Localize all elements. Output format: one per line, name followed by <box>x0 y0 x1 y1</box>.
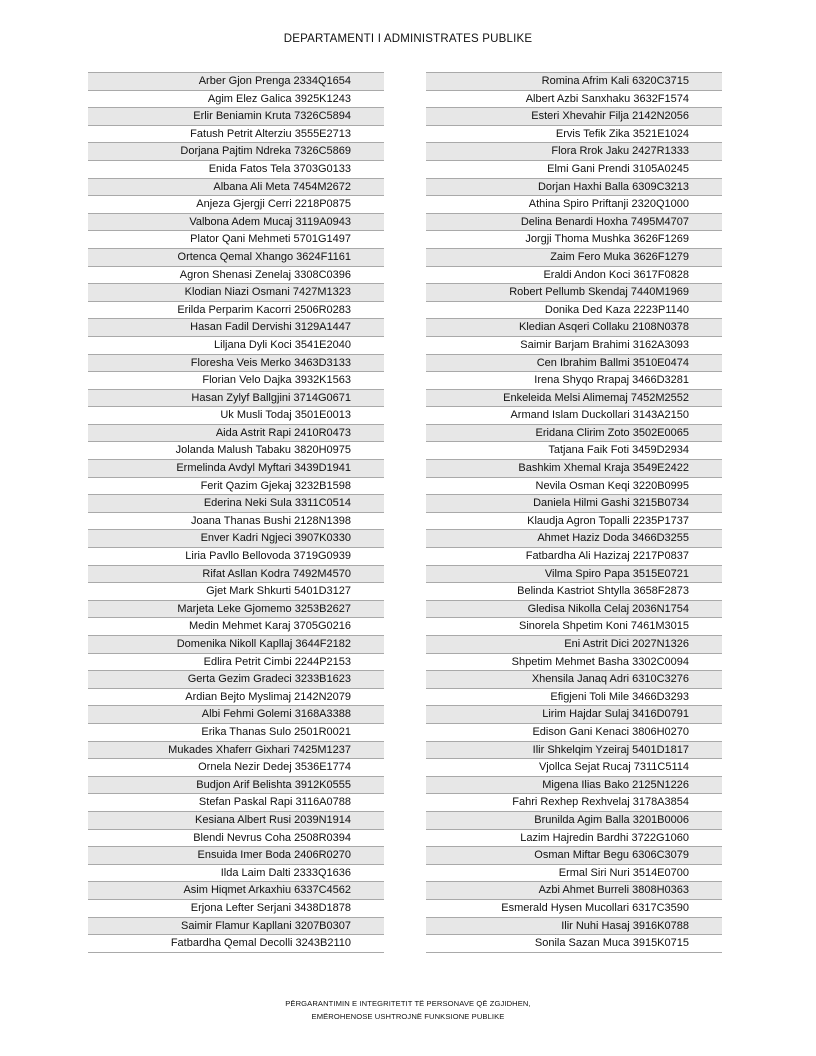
list-item: Fatbardha Qemal Decolli 3243B2110 <box>88 935 384 953</box>
list-item: Vjollca Sejat Rucaj 7311C5114 <box>426 759 722 777</box>
list-item: Agim Elez Galica 3925K1243 <box>88 91 384 109</box>
list-item: Dorjana Pajtim Ndreka 7326C5869 <box>88 143 384 161</box>
list-item: Gerta Gezim Gradeci 3233B1623 <box>88 671 384 689</box>
list-item: Hasan Fadil Dervishi 3129A1447 <box>88 319 384 337</box>
list-item: Ilir Shkelqim Yzeiraj 5401D1817 <box>426 742 722 760</box>
list-item: Armand Islam Duckollari 3143A2150 <box>426 407 722 425</box>
list-item: Eridana Clirim Zoto 3502E0065 <box>426 425 722 443</box>
list-item: Elmi Gani Prendi 3105A0245 <box>426 161 722 179</box>
list-item: Ortenca Qemal Xhango 3624F1161 <box>88 249 384 267</box>
list-item: Ensuida Imer Boda 2406R0270 <box>88 847 384 865</box>
list-item: Medin Mehmet Karaj 3705G0216 <box>88 618 384 636</box>
list-item: Fatbardha Ali Hazizaj 2217P0837 <box>426 548 722 566</box>
list-item: Ornela Nezir Dedej 3536E1774 <box>88 759 384 777</box>
list-item: Enver Kadri Ngjeci 3907K0330 <box>88 530 384 548</box>
list-item: Efigjeni Toli Mile 3466D3293 <box>426 689 722 707</box>
list-item: Erjona Lefter Serjani 3438D1878 <box>88 900 384 918</box>
list-item: Florian Velo Dajka 3932K1563 <box>88 372 384 390</box>
list-item: Rifat Asllan Kodra 7492M4570 <box>88 566 384 584</box>
list-item: Dorjan Haxhi Balla 6309C3213 <box>426 179 722 197</box>
list-item: Lirim Hajdar Sulaj 3416D0791 <box>426 706 722 724</box>
list-item: Eraldi Andon Koci 3617F0828 <box>426 267 722 285</box>
list-item: Sonila Sazan Muca 3915K0715 <box>426 935 722 953</box>
list-item: Kesiana Albert Rusi 2039N1914 <box>88 812 384 830</box>
list-item: Donika Ded Kaza 2223P1140 <box>426 302 722 320</box>
list-item: Migena Ilias Bako 2125N1226 <box>426 777 722 795</box>
list-item: Fatush Petrit Alterziu 3555E2713 <box>88 126 384 144</box>
list-item: Agron Shenasi Zenelaj 3308C0396 <box>88 267 384 285</box>
list-item: Marjeta Leke Gjomemo 3253B2627 <box>88 601 384 619</box>
list-item: Zaim Fero Muka 3626F1279 <box>426 249 722 267</box>
list-item: Aida Astrit Rapi 2410R0473 <box>88 425 384 443</box>
list-item: Ederina Neki Sula 3311C0514 <box>88 495 384 513</box>
footer-line-1: PËRGARANTIMIN E INTEGRITETIT TË PERSONAVE QË ZGJIDHEN, <box>285 999 531 1008</box>
right-name-list <box>426 72 722 953</box>
list-item: Albert Azbi Sanxhaku 3632F1574 <box>426 91 722 109</box>
list-item: Tatjana Faik Foti 3459D2934 <box>426 442 722 460</box>
list-item: Sinorela Shpetim Koni 7461M3015 <box>426 618 722 636</box>
list-item: Cen Ibrahim Ballmi 3510E0474 <box>426 355 722 373</box>
list-item: Ilda Laim Dalti 2333Q1636 <box>88 865 384 883</box>
list-item: Arber Gjon Prenga 2334Q1654 <box>88 73 384 91</box>
list-item: Gledisa Nikolla Celaj 2036N1754 <box>426 601 722 619</box>
list-item: Liria Pavllo Bellovoda 3719G0939 <box>88 548 384 566</box>
list-item: Floresha Veis Merko 3463D3133 <box>88 355 384 373</box>
list-item: Ermal Siri Nuri 3514E0700 <box>426 865 722 883</box>
list-item: Liljana Dyli Koci 3541E2040 <box>88 337 384 355</box>
list-item: Daniela Hilmi Gashi 3215B0734 <box>426 495 722 513</box>
list-item: Athina Spiro Priftanji 2320Q1000 <box>426 196 722 214</box>
list-item: Ilir Nuhi Hasaj 3916K0788 <box>426 918 722 936</box>
list-item: Vilma Spiro Papa 3515E0721 <box>426 566 722 584</box>
list-item: Erlir Beniamin Kruta 7326C5894 <box>88 108 384 126</box>
footer <box>0 997 816 1023</box>
list-item: Esmerald Hysen Mucollari 6317C3590 <box>426 900 722 918</box>
list-item: Fahri Rexhep Rexhvelaj 3178A3854 <box>426 794 722 812</box>
list-item: Eni Astrit Dici 2027N1326 <box>426 636 722 654</box>
list-item: Blendi Nevrus Coha 2508R0394 <box>88 830 384 848</box>
list-item: Valbona Adem Mucaj 3119A0943 <box>88 214 384 232</box>
page-title: DEPARTAMENTI I ADMINISTRATES PUBLIKE <box>283 33 533 45</box>
list-item: Esteri Xhevahir Filja 2142N2056 <box>426 108 722 126</box>
list-item: Ermelinda Avdyl Myftari 3439D1941 <box>88 460 384 478</box>
list-item: Jolanda Malush Tabaku 3820H0975 <box>88 442 384 460</box>
list-item: Gjet Mark Shkurti 5401D3127 <box>88 583 384 601</box>
list-item: Azbi Ahmet Burreli 3808H0363 <box>426 882 722 900</box>
footer-line-2: EMËROHENOSE USHTROJNË FUNKSIONE PUBLIKE <box>311 1012 505 1021</box>
list-item: Ferit Qazim Gjekaj 3232B1598 <box>88 478 384 496</box>
list-item: Enkeleida Melsi Alimemaj 7452M2552 <box>426 390 722 408</box>
list-item: Hasan Zylyf Ballgjini 3714G0671 <box>88 390 384 408</box>
list-item: Uk Musli Todaj 3501E0013 <box>88 407 384 425</box>
list-item: Irena Shyqo Rrapaj 3466D3281 <box>426 372 722 390</box>
list-item: Domenika Nikoll Kapllaj 3644F2182 <box>88 636 384 654</box>
list-item: Mukades Xhaferr Gixhari 7425M1237 <box>88 742 384 760</box>
list-item: Klodian Niazi Osmani 7427M1323 <box>88 284 384 302</box>
list-item: Edlira Petrit Cimbi 2244P2153 <box>88 654 384 672</box>
list-item: Kledian Asqeri Collaku 2108N0378 <box>426 319 722 337</box>
list-item: Stefan Paskal Rapi 3116A0788 <box>88 794 384 812</box>
list-item: Joana Thanas Bushi 2128N1398 <box>88 513 384 531</box>
list-item: Edison Gani Kenaci 3806H0270 <box>426 724 722 742</box>
list-item: Romina Afrim Kali 6320C3715 <box>426 73 722 91</box>
list-item: Albi Fehmi Golemi 3168A3388 <box>88 706 384 724</box>
list-item: Xhensila Janaq Adri 6310C3276 <box>426 671 722 689</box>
list-item: Flora Rrok Jaku 2427R1333 <box>426 143 722 161</box>
list-item: Brunilda Agim Balla 3201B0006 <box>426 812 722 830</box>
list-item: Albana Ali Meta 7454M2672 <box>88 179 384 197</box>
list-item: Nevila Osman Keqi 3220B0995 <box>426 478 722 496</box>
list-item: Osman Miftar Begu 6306C3079 <box>426 847 722 865</box>
list-item: Klaudja Agron Topalli 2235P1737 <box>426 513 722 531</box>
list-item: Shpetim Mehmet Basha 3302C0094 <box>426 654 722 672</box>
list-item: Bashkim Xhemal Kraja 3549E2422 <box>426 460 722 478</box>
list-item: Lazim Hajredin Bardhi 3722G1060 <box>426 830 722 848</box>
list-item: Budjon Arif Belishta 3912K0555 <box>88 777 384 795</box>
list-item: Saimir Barjam Brahimi 3162A3093 <box>426 337 722 355</box>
list-item: Asim Hiqmet Arkaxhiu 6337C4562 <box>88 882 384 900</box>
list-item: Ervis Tefik Zika 3521E1024 <box>426 126 722 144</box>
list-item: Ahmet Haziz Doda 3466D3255 <box>426 530 722 548</box>
list-item: Plator Qani Mehmeti 5701G1497 <box>88 231 384 249</box>
list-item: Belinda Kastriot Shtylla 3658F2873 <box>426 583 722 601</box>
list-item: Anjeza Gjergji Cerri 2218P0875 <box>88 196 384 214</box>
left-name-list <box>88 72 384 953</box>
list-item: Delina Benardi Hoxha 7495M4707 <box>426 214 722 232</box>
list-item: Erilda Perparim Kacorri 2506R0283 <box>88 302 384 320</box>
list-item: Saimir Flamur Kapllani 3207B0307 <box>88 918 384 936</box>
list-item: Erika Thanas Sulo 2501R0021 <box>88 724 384 742</box>
list-item: Ardian Bejto Myslimaj 2142N2079 <box>88 689 384 707</box>
list-item: Enida Fatos Tela 3703G0133 <box>88 161 384 179</box>
list-item: Jorgji Thoma Mushka 3626F1269 <box>426 231 722 249</box>
list-item: Robert Pellumb Skendaj 7440M1969 <box>426 284 722 302</box>
